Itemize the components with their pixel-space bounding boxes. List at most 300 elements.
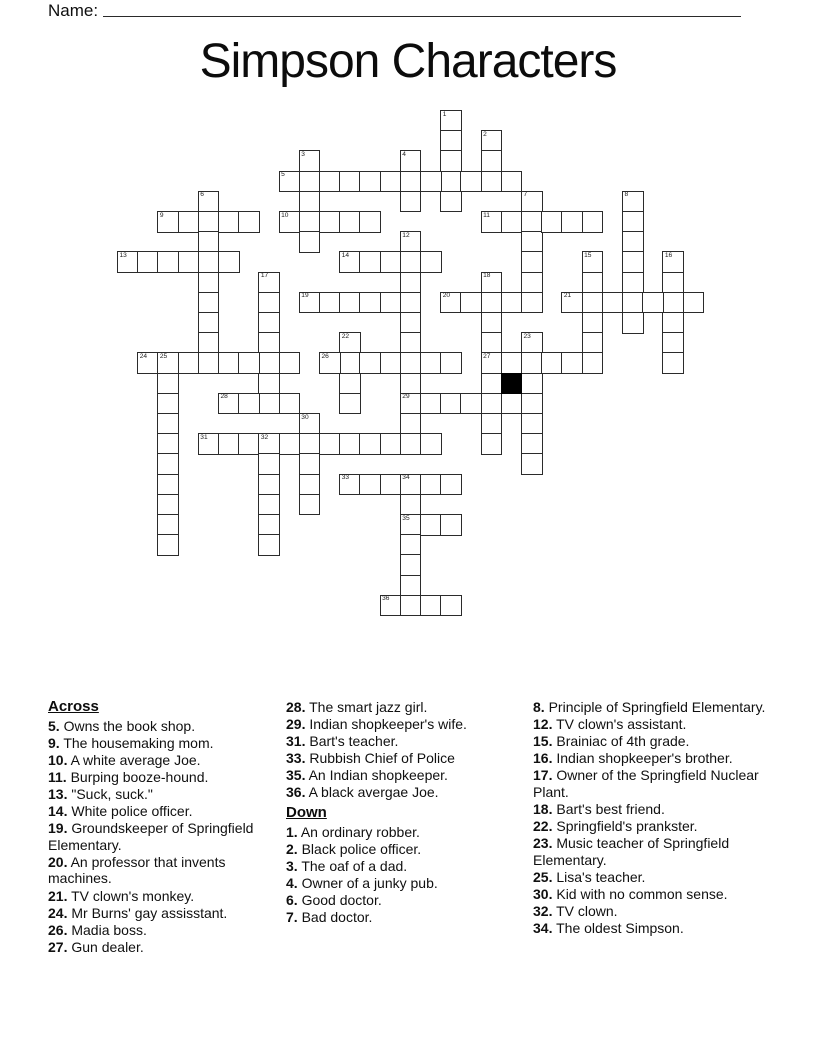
clue-number: 29. [286,716,306,733]
grid-cell [157,453,179,475]
grid-cell [582,211,604,233]
grid-cell [440,130,462,152]
grid-cell [258,453,280,475]
grid-cell [561,211,583,233]
grid-cell [400,514,422,536]
grid-cell [299,171,321,193]
grid-cell [299,292,321,314]
grid-cell [319,211,341,233]
clue-number: 32. [533,903,553,920]
cell-number: 25 [159,352,168,360]
cell-number: 4 [402,150,406,158]
clue-text: Rubbish Chief of Police [309,750,455,767]
clue-number: 3. [286,857,298,874]
name-label: Name: [48,1,99,20]
grid-cell [279,352,301,374]
grid-cell [218,433,240,455]
grid-cell [400,575,422,597]
clue-10 [48,752,285,769]
grid-cell [420,352,442,374]
cell-number: 9 [159,211,164,219]
grid-cell [359,251,381,273]
grid-cell [258,272,280,294]
grid-cell [258,373,280,395]
clue-column-1 [48,699,285,956]
clue-text: TV clown's assistant. [556,716,687,733]
grid-cell [178,251,200,273]
grid-cell [521,332,543,354]
cell-number: 24 [139,352,148,360]
clue-9 [48,735,285,752]
grid-cell [400,494,422,516]
grid-cell [279,393,301,415]
black-cell [501,373,523,395]
cell-number: 26 [321,352,329,360]
grid-cell [380,292,402,314]
grid-cell [359,171,381,193]
grid-cell [561,352,583,374]
grid-cell [198,251,220,273]
clue-number: 27. [48,938,68,955]
cell-number: 10 [281,211,289,219]
clue-text: Kid with no common sense. [556,886,728,903]
grid-cell [541,352,563,374]
grid-cell [622,191,644,213]
clue-28 [286,699,526,716]
grid-cell [339,171,361,193]
grid-cell [582,332,604,354]
clue-number: 6. [286,892,298,909]
grid-cell [481,292,503,314]
grid-cell [258,292,280,314]
grid-cell [420,433,442,455]
clue-number: 11. [48,768,67,785]
grid-cell [662,272,684,294]
cell-number: 28 [220,393,228,401]
clue-text: The smart jazz girl. [309,699,428,715]
clue-text: TV clown. [556,903,618,920]
clue-27 [48,939,285,956]
grid-cell [157,534,179,556]
grid-cell [198,231,220,253]
grid-cell [582,272,604,294]
clue-number: 34. [533,920,553,937]
cell-number: 12 [402,231,410,239]
clue-number: 17. [533,767,553,784]
clue-34 [533,920,767,937]
clue-number: 12. [533,716,553,733]
grid-cell [642,292,664,314]
grid-cell [602,292,624,314]
grid-cell [198,312,220,334]
grid-cell [501,211,523,233]
cell-number: 23 [523,332,531,340]
clue-text: Good doctor. [301,892,382,909]
cell-number: 22 [341,332,350,340]
grid-cell [440,171,462,193]
grid-cell [400,413,422,435]
clue-number: 7. [286,909,298,926]
clue-number: 26. [48,921,68,938]
grid-cell [501,393,523,415]
clue-29 [286,716,526,733]
grid-cell [622,251,644,273]
clue-17 [533,767,767,800]
grid-cell [400,332,422,354]
cell-number: 13 [119,251,127,259]
clue-8 [533,699,767,716]
clue-15 [533,733,767,750]
clue-text: The housemaking mom. [63,734,214,751]
clue-number: 35. [286,767,306,784]
grid-cell [521,352,543,374]
grid-cell [117,251,139,273]
grid-cell [420,171,442,193]
cell-number: 16 [664,251,673,259]
grid-cell [622,231,644,253]
grid-cell [400,433,422,455]
grid-cell [218,211,240,233]
clue-text: A white average Joe. [70,751,201,768]
clue-number: 2. [286,840,298,857]
clue-number: 16. [533,750,553,767]
grid-cell [157,433,179,455]
cell-number: 7 [523,191,528,199]
cell-number: 34 [402,474,410,482]
clue-number: 28. [286,699,306,715]
grid-cell [258,474,280,496]
clue-text: An ordinary robber. [300,823,420,840]
grid-cell [582,352,604,374]
grid-cell [198,332,220,354]
grid-cell [339,373,361,395]
grid-cell [481,413,503,435]
cell-number: 21 [563,292,572,300]
clue-column-3 [533,699,767,937]
grid-cell [299,413,321,435]
grid-cell [481,312,503,334]
clue-number: 4. [286,874,298,891]
clue-text: "Suck, suck." [71,785,153,802]
grid-cell [299,211,321,233]
clue-text: Black police officer. [301,840,422,857]
clue-number: 20. [48,853,68,870]
grid-cell [541,211,563,233]
grid-cell [440,150,462,172]
cell-number: 3 [301,150,305,158]
grid-cell [481,433,503,455]
cell-number: 36 [382,595,390,603]
grid-cell [662,251,684,273]
grid-cell [440,110,462,132]
grid-cell [400,373,422,395]
grid-cell [481,393,503,415]
name-blank-line [103,0,741,17]
grid-cell [157,211,179,233]
grid-cell [157,413,179,435]
clue-number: 1. [286,823,298,840]
grid-cell [420,595,442,617]
grid-cell [662,352,684,374]
grid-cell [400,312,422,334]
cell-number: 8 [624,191,629,199]
clue-number: 18. [533,801,553,818]
clue-text: Owns the book shop. [63,717,196,734]
grid-cell [521,251,543,273]
grid-cell [299,453,321,475]
clue-text: Indian shopkeeper's wife. [309,716,467,733]
grid-cell [662,292,684,314]
grid-cell [521,433,543,455]
grid-cell [238,352,260,374]
grid-cell [561,292,583,314]
grid-cell [157,494,179,516]
grid-cell [582,251,604,273]
grid-cell [157,474,179,496]
grid-cell [238,433,260,455]
clue-text: Owner of the Springfield Nuclear Plant. [533,767,759,800]
clue-text: Brainiac of 4th grade. [556,733,690,750]
clue-12 [533,716,767,733]
clue-list-header-down: Down [286,804,327,822]
grid-cell [440,352,462,374]
grid-cell [521,231,543,253]
clue-26 [48,922,285,939]
grid-cell [662,312,684,334]
grid-cell [400,352,422,374]
grid-cell [521,292,543,314]
grid-cell [400,251,422,273]
grid-cell [460,171,482,193]
grid-cell [198,272,220,294]
clue-number: 19. [48,820,68,837]
clue-text: Bad doctor. [301,909,373,926]
grid-cell [400,292,422,314]
clue-24 [48,905,285,922]
grid-cell [178,211,200,233]
clue-4 [286,875,526,892]
clue-number: 22. [533,818,553,835]
grid-cell [380,251,402,273]
grid-cell [420,514,442,536]
grid-cell [440,595,462,617]
grid-cell [299,474,321,496]
grid-cell [359,433,381,455]
grid-cell [299,150,321,172]
grid-cell [440,514,462,536]
grid-cell [400,393,422,415]
grid-cell [359,292,381,314]
clue-text: An Indian shopkeeper. [308,767,448,784]
clue-number: 8. [533,699,545,715]
grid-cell [218,352,240,374]
cell-number: 6 [200,191,204,199]
grid-cell [460,292,482,314]
grid-cell [481,373,503,395]
grid-cell [279,171,301,193]
grid-cell [198,211,220,233]
grid-cell [481,352,503,374]
clue-number: 13. [48,785,68,802]
clue-text: The oaf of a dad. [301,857,408,874]
grid-cell [339,292,361,314]
grid-cell [339,433,361,455]
grid-cell [238,211,260,233]
clue-number: 15. [533,733,553,750]
cell-number: 15 [584,251,592,259]
grid-cell [137,251,159,273]
cell-number: 33 [341,474,350,482]
grid-cell [258,534,280,556]
grid-cell [622,211,644,233]
grid-cell [279,211,301,233]
clue-20 [48,854,285,887]
cell-number: 11 [483,211,490,219]
cell-number: 19 [301,292,309,300]
grid-cell [299,433,321,455]
grid-cell [440,292,462,314]
clue-31 [286,733,526,750]
grid-cell [420,474,442,496]
clue-number: 21. [48,887,68,904]
clue-5 [48,718,285,735]
grid-cell [319,292,341,314]
grid-cell [521,191,543,213]
grid-cell [359,211,381,233]
clue-23 [533,835,767,868]
grid-cell [157,514,179,536]
grid-cell [380,474,402,496]
grid-cell [258,514,280,536]
grid-cell [400,534,422,556]
grid-cell [258,352,280,374]
grid-cell [481,150,503,172]
grid-cell [380,433,402,455]
clue-text: Burping booze-hound. [70,768,209,785]
grid-cell [198,292,220,314]
grid-cell [198,352,220,374]
grid-cell [400,272,422,294]
clue-36 [286,784,526,801]
grid-cell [339,352,361,374]
grid-cell [299,494,321,516]
grid-cell [420,251,442,273]
cell-number: 5 [281,171,285,179]
clue-number: 5. [48,717,60,734]
clue-1 [286,824,526,841]
grid-cell [400,150,422,172]
clue-text: Gun dealer. [71,938,144,955]
clue-16 [533,750,767,767]
clue-2 [286,841,526,858]
grid-cell [319,171,341,193]
grid-cell [460,393,482,415]
clue-number: 30. [533,886,553,903]
clue-number: 23. [533,835,553,852]
clue-text: A black avergae Joe. [308,784,439,801]
clue-19 [48,820,285,853]
grid-cell [218,251,240,273]
grid-cell [178,352,200,374]
cell-number: 29 [402,393,410,401]
clue-text: An professor that invents machines. [48,853,226,887]
clue-column-2 [286,699,526,926]
cell-number: 14 [341,251,350,259]
grid-cell [279,433,301,455]
grid-cell [521,413,543,435]
grid-cell [400,191,422,213]
grid-cell [339,251,361,273]
grid-cell [258,312,280,334]
clue-33 [286,750,526,767]
grid-cell [258,494,280,516]
clue-22 [533,818,767,835]
grid-cell [319,352,341,374]
grid-cell [238,393,260,415]
cell-number: 32 [260,433,269,441]
grid-cell [501,292,523,314]
grid-cell [400,231,422,253]
clue-text: Lisa's teacher. [556,868,646,885]
grid-cell [481,332,503,354]
grid-cell [380,171,402,193]
cell-number: 30 [301,413,309,421]
page-title: Simpson Characters [199,35,617,88]
grid-cell [339,332,361,354]
grid-cell [400,474,422,496]
grid-cell [380,352,402,374]
grid-cell [157,393,179,415]
grid-cell [521,373,543,395]
cell-number: 31 [200,433,208,441]
grid-cell [400,171,422,193]
grid-cell [501,352,523,374]
grid-cell [198,433,220,455]
clue-number: 24. [48,904,68,921]
clue-text: Owner of a junky pub. [301,874,438,891]
grid-cell [299,231,321,253]
grid-cell [339,211,361,233]
grid-cell [157,373,179,395]
grid-cell [258,393,280,415]
grid-cell [319,433,341,455]
clue-32 [533,903,767,920]
grid-cell [501,171,523,193]
grid-cell [582,312,604,334]
grid-cell [521,272,543,294]
clue-text: Groundskeeper of Springfield Elementary. [48,820,254,853]
clue-text: Springfield's prankster. [556,818,698,835]
grid-cell [198,191,220,213]
clue-number: 31. [286,733,306,750]
clue-text: Bart's best friend. [556,801,665,818]
clue-18 [533,801,767,818]
grid-cell [481,171,503,193]
clue-text: Madia boss. [71,921,147,938]
grid-cell [481,130,503,152]
grid-cell [359,474,381,496]
grid-cell [440,474,462,496]
grid-cell [157,352,179,374]
cell-number: 1 [442,110,447,118]
grid-cell [521,393,543,415]
grid-cell [359,352,381,374]
clue-7 [286,909,526,926]
grid-cell [582,292,604,314]
clue-list-header-across: Across [48,698,99,715]
grid-cell [440,191,462,213]
clue-30 [533,886,767,903]
